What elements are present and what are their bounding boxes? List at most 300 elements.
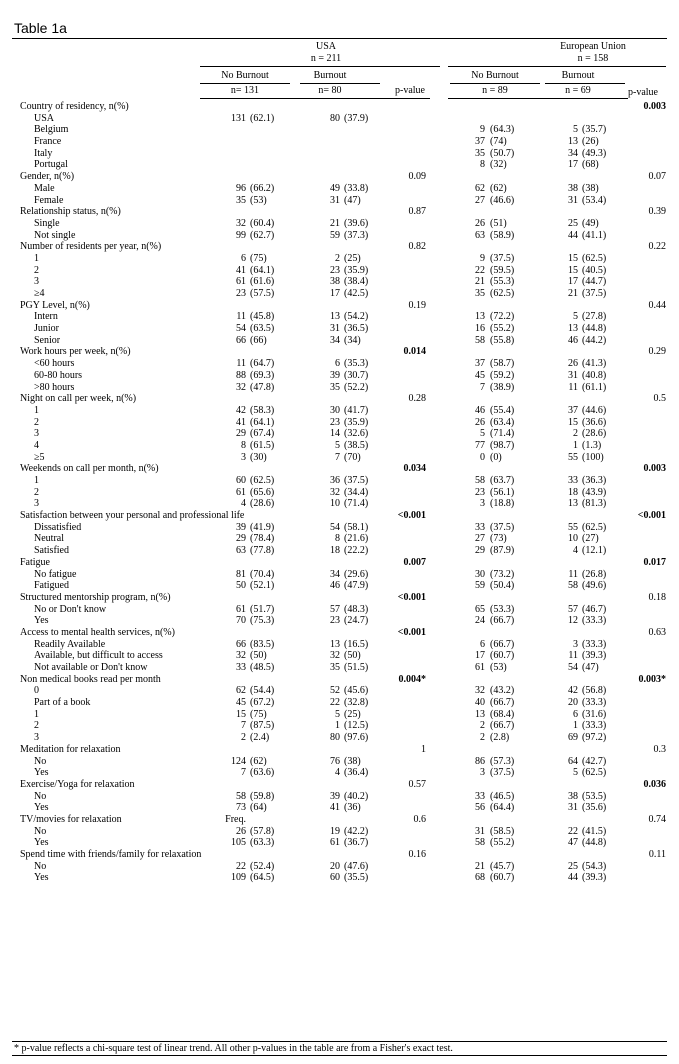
eu-burnout-count: 11: [568, 568, 578, 580]
row-label: 60-80 hours: [34, 369, 83, 381]
row-label: 0: [34, 685, 39, 697]
eu-burnout-count: 31: [568, 194, 578, 206]
usa-group-header: USA: [315, 41, 336, 52]
eu-no-burnout-count: 58: [475, 475, 485, 486]
usa-burnout-count: 5: [335, 439, 340, 451]
eu-burnout-count: 37: [568, 404, 578, 416]
row-label: 2: [34, 486, 39, 498]
usa-no-burnout-percent: (66.2): [250, 182, 275, 194]
table-row: [0, 124, 679, 136]
usa-burnout-count: 10: [330, 498, 340, 510]
usa-burnout-count: 2: [335, 252, 340, 264]
usa-burnout-percent: (37.9): [344, 112, 369, 124]
usa-burnout-count: 36: [330, 475, 340, 486]
eu-burnout-percent: (26.8): [582, 568, 607, 580]
usa-no-burnout-percent: (66): [250, 334, 267, 346]
eu-burnout-percent: (97.2): [582, 732, 607, 744]
eu-no-burnout-percent: (37.5): [490, 767, 515, 779]
usa-no-burnout-count: 32: [236, 217, 246, 229]
eu-no-burnout-percent: (64.3): [490, 124, 515, 136]
eu-no-burnout-percent: (72.2): [490, 311, 515, 323]
usa-pvalue: 0.004*: [398, 673, 426, 685]
table-row: [0, 311, 679, 323]
eu-no-burnout-percent: (66.7): [490, 720, 515, 732]
usa-burnout-percent: (58.1): [344, 521, 369, 533]
eu-burnout-percent: (68): [582, 159, 599, 171]
usa-no-burnout-count: 60: [236, 475, 246, 486]
eu-burnout-percent: (44.6): [582, 404, 607, 416]
usa-burnout-count: 23: [330, 615, 340, 627]
usa-no-burnout-percent: (57.5): [250, 288, 275, 299]
table-section-row: [0, 779, 679, 791]
eu-pvalue-header: p-value: [628, 87, 658, 98]
table-row: [0, 136, 679, 148]
usa-no-burnout-percent: (2.4): [250, 732, 270, 744]
table-row: [0, 580, 679, 592]
usa-no-burnout-count: 23: [236, 288, 246, 299]
usa-pvalue: 0.007: [403, 556, 426, 568]
usa-no-burnout-count: 39: [236, 521, 246, 533]
eu-no-burnout-count: 9: [480, 124, 485, 136]
eu-no-burnout-count: 2: [480, 732, 485, 744]
eu-no-burnout-percent: (0): [490, 451, 502, 463]
table-row: [0, 253, 679, 265]
usa-burnout-percent: (47.9): [344, 580, 369, 592]
usa-burnout-header: Burnout: [313, 70, 347, 81]
eu-burnout-percent: (49): [582, 217, 599, 229]
usa-no-burnout-percent: (51.7): [250, 603, 275, 615]
table-row: [0, 323, 679, 335]
eu-no-burnout-count: 37: [475, 358, 485, 370]
eu-burnout-percent: (26): [582, 136, 599, 148]
usa-no-burnout-percent: (47.8): [250, 381, 275, 393]
eu-burnout-count: 1: [573, 720, 578, 732]
eu-burnout-count: 20: [568, 697, 578, 709]
eu-no-burnout-count: 58: [475, 334, 485, 346]
usa-pvalue-header: p-value: [395, 85, 425, 96]
eu-burnout-count: 6: [573, 708, 578, 720]
eu-no-burnout-count: 65: [475, 603, 485, 615]
usa-burnout-percent: (38.4): [344, 276, 369, 288]
eu-no-burnout-count: 13: [475, 311, 485, 323]
usa-burnout-count: 6: [335, 358, 340, 370]
table-row: [0, 265, 679, 277]
usa-burnout-percent: (42.2): [344, 825, 369, 837]
eu-burnout-percent: (28.6): [582, 428, 607, 440]
usa-burnout-count: 23: [330, 416, 340, 428]
eu-no-burnout-percent: (50.4): [490, 580, 515, 592]
eu-no-burnout-count: 16: [475, 323, 485, 335]
usa-burnout-percent: (41.7): [344, 404, 369, 416]
row-label: Yes: [34, 767, 49, 779]
table-row: [0, 358, 679, 370]
section-label: Structured mentorship program, n(%): [20, 591, 171, 603]
eu-no-burnout-count: 61: [475, 662, 485, 673]
table-row: [0, 113, 679, 125]
eu-no-burnout-percent: (74): [490, 136, 507, 148]
usa-burnout-percent: (35.9): [344, 264, 369, 276]
eu-burnout-count: 11: [568, 650, 578, 662]
eu-group-rule: [448, 66, 666, 67]
usa-no-burnout-percent: (75): [250, 252, 267, 264]
eu-no-burnout-percent: (58.5): [490, 825, 515, 837]
usa-burnout-count: 34: [330, 568, 340, 580]
eu-burnout-count: 5: [573, 767, 578, 779]
table-row: [0, 697, 679, 709]
eu-no-burnout-count: 31: [475, 825, 485, 837]
eu-pvalue: 0.11: [648, 849, 666, 860]
usa-pvalue: 0.034: [403, 463, 426, 475]
usa-burnout-percent: (48.3): [344, 603, 369, 615]
usa-burnout-percent: (16.5): [344, 638, 369, 650]
usa-no-burnout-percent: (65.6): [250, 486, 275, 498]
row-label: Readily Available: [34, 638, 106, 650]
usa-group-rule: [200, 66, 440, 67]
usa-burnout-count: 32: [330, 486, 340, 498]
table-row: [0, 183, 679, 195]
eu-no-burnout-count: 37: [475, 136, 485, 148]
usa-no-burnout-count: 70: [236, 615, 246, 627]
usa-burnout-percent: (36.5): [344, 323, 369, 335]
eu-burnout-percent: (39.3): [582, 872, 607, 884]
usa-burnout-count: 54: [330, 521, 340, 533]
eu-burnout-percent: (53.5): [582, 790, 607, 802]
eu-pvalue: 0.18: [648, 591, 666, 603]
eu-no-burnout-percent: (18.8): [490, 498, 515, 510]
usa-pvalue: 1: [421, 743, 426, 755]
eu-pvalue: 0.39: [648, 206, 666, 218]
usa-pvalue: <0.001: [397, 510, 426, 522]
eu-burnout-count: 31: [568, 802, 578, 814]
usa-no-burnout-percent: (78.4): [250, 533, 275, 545]
table-section-row: [0, 814, 679, 826]
section-label: Gender, n(%): [20, 171, 75, 183]
usa-burnout-count: 39: [330, 369, 340, 381]
usa-no-burnout-count: 58: [236, 790, 246, 802]
usa-no-burnout-count: 7: [241, 767, 246, 779]
section-label: Weekends on call per month, n(%): [20, 463, 159, 475]
eu-burnout-percent: (61.1): [582, 381, 607, 393]
eu-burnout-count: 22: [568, 825, 578, 837]
eu-no-burnout-percent: (66.7): [490, 615, 515, 627]
usa-no-burnout-count: 11: [236, 311, 246, 323]
table-section-row: [0, 463, 679, 475]
table-body: [0, 101, 679, 884]
eu-no-burnout-percent: (37.5): [490, 521, 515, 533]
section-label: Night on call per week, n(%): [20, 393, 137, 405]
table-row: [0, 288, 679, 300]
row-label: Belgium: [34, 124, 69, 136]
eu-no-burnout-percent: (64.4): [490, 802, 515, 814]
eu-burnout-percent: (41.3): [582, 358, 607, 370]
eu-burnout-percent: (38): [582, 182, 599, 194]
eu-burnout-percent: (46.7): [582, 603, 607, 615]
eu-no-burnout-count: 62: [475, 182, 485, 194]
row-label: ≥5: [34, 451, 45, 463]
table-row: [0, 159, 679, 171]
table-section-row: [0, 300, 679, 312]
eu-burnout-count: 44: [568, 229, 578, 241]
section-label: Relationship status, n(%): [20, 206, 121, 218]
usa-no-burnout-percent: (63.6): [250, 767, 275, 779]
section-label: Exercise/Yoga for relaxation: [20, 778, 135, 790]
eu-pvalue: 0.22: [648, 241, 666, 253]
usa-burnout-count: 31: [330, 194, 340, 206]
usa-no-burnout-count: 4: [241, 498, 246, 510]
usa-burnout-percent: (38): [344, 755, 361, 767]
table-row: [0, 802, 679, 814]
usa-no-burnout-percent: (28.6): [250, 498, 275, 510]
eu-pvalue: 0.003: [643, 101, 666, 112]
section-label: Non medical books read per month: [20, 673, 161, 685]
eu-no-burnout-header: No Burnout: [471, 70, 519, 81]
eu-burnout-percent: (27.8): [582, 311, 607, 323]
eu-burnout-percent: (33.3): [582, 697, 607, 709]
eu-no-burnout-count: 6: [480, 638, 485, 650]
usa-no-burnout-count: 62: [236, 685, 246, 697]
eu-no-burnout-percent: (73.2): [490, 568, 515, 580]
usa-no-burnout-count: 124: [231, 755, 246, 767]
eu-no-burnout-percent: (53.3): [490, 603, 515, 615]
table-section-row: [0, 592, 679, 604]
table-row: [0, 545, 679, 557]
usa-pvalue: 0.014: [403, 346, 426, 358]
usa-no-burnout-count: 61: [236, 603, 246, 615]
eu-burnout-count: 11: [568, 381, 578, 393]
eu-burnout-count: 4: [573, 545, 578, 557]
eu-no-burnout-percent: (66.7): [490, 697, 515, 709]
usa-burnout-percent: (35.9): [344, 416, 369, 428]
table-section-row: [0, 849, 679, 861]
eu-no-burnout-count: 35: [475, 147, 485, 159]
eu-no-burnout-count: 23: [475, 486, 485, 498]
eu-burnout-percent: (1.3): [582, 439, 602, 451]
eu-no-burnout-count: 26: [475, 416, 485, 428]
usa-no-burnout-percent: (64.7): [250, 358, 275, 370]
usa-burnout-percent: (36.7): [344, 837, 369, 849]
table-section-row: [0, 171, 679, 183]
table-section-row: [0, 346, 679, 358]
eu-burnout-percent: (40.8): [582, 369, 607, 381]
eu-no-burnout-percent: (46.5): [490, 790, 515, 802]
usa-burnout-percent: (29.6): [344, 568, 369, 580]
usa-burnout-percent: (51.5): [344, 662, 369, 673]
usa-burnout-count: 76: [330, 755, 340, 767]
footnote-rule: [12, 1055, 667, 1056]
row-label: Italy: [34, 147, 53, 159]
usa-no-burnout-count: 96: [236, 182, 246, 194]
eu-burnout-count: 44: [568, 872, 578, 884]
usa-no-burnout-percent: (64): [250, 802, 267, 814]
usa-pvalue: 0.57: [408, 778, 426, 790]
row-label: No: [34, 860, 47, 872]
usa-no-burnout-percent: (63.5): [250, 323, 275, 335]
table-row: [0, 767, 679, 779]
row-label: Dissatisfied: [34, 521, 82, 533]
usa-burnout-percent: (70): [344, 451, 361, 463]
eu-no-burnout-percent: (55.3): [490, 276, 515, 288]
usa-burnout-percent: (42.5): [344, 288, 369, 299]
eu-burnout-percent: (44.2): [582, 334, 607, 346]
usa-no-burnout-percent: (30): [250, 451, 267, 463]
eu-pvalue: 0.003*: [638, 673, 666, 685]
table-row: [0, 417, 679, 429]
row-label: Female: [34, 194, 64, 206]
eu-burnout-percent: (33.3): [582, 638, 607, 650]
usa-no-burnout-count: 32: [236, 381, 246, 393]
usa-burnout-count: 80: [330, 732, 340, 744]
eu-no-burnout-count: 29: [475, 545, 485, 557]
usa-burnout-count: 22: [330, 697, 340, 709]
eu-no-burnout-count: 3: [480, 498, 485, 510]
usa-no-burnout-count: 45: [236, 697, 246, 709]
eu-no-burnout-percent: (56.1): [490, 486, 515, 498]
eu-no-burnout-percent: (60.7): [490, 650, 515, 662]
usa-no-burnout-count: 66: [236, 638, 246, 650]
eu-no-burnout-percent: (71.4): [490, 428, 515, 440]
usa-burnout-count: 57: [330, 603, 340, 615]
section-label: Fatigue: [20, 556, 50, 568]
eu-no-burnout-percent: (46.6): [490, 194, 515, 206]
eu-burnout-count: 15: [568, 416, 578, 428]
eu-burnout-count: 17: [568, 159, 578, 171]
eu-nb-rule: [450, 83, 540, 84]
usa-pvalue: 0.6: [413, 813, 426, 825]
eu-burnout-count: 34: [568, 147, 578, 159]
usa-burnout-count: 8: [335, 533, 340, 545]
usa-no-burnout-count: 15: [236, 708, 246, 720]
usa-no-burnout-header: No Burnout: [221, 70, 269, 81]
table-row: [0, 148, 679, 160]
usa-burnout-count: 38: [330, 276, 340, 288]
usa-no-burnout-count: 8: [241, 439, 246, 451]
usa-burnout-percent: (24.7): [344, 615, 369, 627]
eu-no-burnout-percent: (58.9): [490, 229, 515, 241]
usa-burnout-percent: (34.4): [344, 486, 369, 498]
eu-burnout-count: 42: [568, 685, 578, 697]
table-row: [0, 709, 679, 721]
table-section-row: [0, 241, 679, 253]
eu-pvalue: 0.003: [643, 463, 666, 475]
table-section-row: [0, 627, 679, 639]
eu-burnout-percent: (36.6): [582, 416, 607, 428]
usa-burnout-percent: (33.8): [344, 182, 369, 194]
usa-no-burnout-percent: (67.2): [250, 697, 275, 709]
section-label: TV/movies for relaxation: [20, 813, 122, 825]
row-label: Junior: [34, 323, 59, 335]
usa-no-burnout-count: 99: [236, 229, 246, 241]
usa-burnout-count: 61: [330, 837, 340, 849]
eu-burnout-count: 15: [568, 264, 578, 276]
eu-no-burnout-count: 45: [475, 369, 485, 381]
usa-no-burnout-percent: (41.9): [250, 521, 275, 533]
eu-burnout-count: 13: [568, 323, 578, 335]
eu-no-burnout-percent: (51): [490, 217, 507, 229]
table-row: [0, 872, 679, 884]
row-label: Single: [34, 217, 60, 229]
section-label: Meditation for relaxation: [20, 743, 121, 755]
eu-burnout-percent: (40.5): [582, 264, 607, 276]
eu-no-burnout-count: 17: [475, 650, 485, 662]
usa-burnout-percent: (25): [344, 252, 361, 264]
usa-burnout-percent: (21.6): [344, 533, 369, 545]
eu-burnout-percent: (49.6): [582, 580, 607, 592]
eu-no-burnout-count: 22: [475, 264, 485, 276]
row-label: Neutral: [34, 533, 64, 545]
eu-no-burnout-percent: (59.5): [490, 264, 515, 276]
eu-burnout-count: 15: [568, 252, 578, 264]
usa-burnout-percent: (32.6): [344, 428, 369, 440]
eu-no-burnout-count: 32: [475, 685, 485, 697]
usa-burnout-count: 23: [330, 264, 340, 276]
table-row: [0, 475, 679, 487]
eu-no-burnout-percent: (58.7): [490, 358, 515, 370]
usa-no-burnout-count: 61: [236, 276, 246, 288]
usa-no-burnout-count: 109: [231, 872, 246, 884]
table-row: [0, 195, 679, 207]
eu-no-burnout-count: 33: [475, 521, 485, 533]
usa-no-burnout-percent: (63.3): [250, 837, 275, 849]
row-label: Yes: [34, 837, 49, 849]
eu-no-burnout-percent: (50.7): [490, 147, 515, 159]
eu-no-burnout-count: 35: [475, 288, 485, 299]
usa-no-burnout-percent: (77.8): [250, 545, 275, 557]
usa-burnout-percent: (32.8): [344, 697, 369, 709]
section-label: Number of residents per year, n(%): [20, 241, 162, 253]
usa-burnout-count: 7: [335, 451, 340, 463]
row-label: 1: [34, 475, 39, 486]
table-row: [0, 428, 679, 440]
eu-no-burnout-count: 13: [475, 708, 485, 720]
row-label: Yes: [34, 802, 49, 814]
usa-burnout-count: 30: [330, 404, 340, 416]
usa-no-burnout-percent: (62): [250, 755, 267, 767]
usa-no-burnout-count: 29: [236, 533, 246, 545]
row-label: USA: [34, 112, 55, 124]
usa-no-burnout-count: 54: [236, 323, 246, 335]
usa-burnout-count: 21: [330, 217, 340, 229]
eu-pvalue: 0.5: [653, 393, 666, 405]
eu-pvalue: 0.29: [648, 346, 666, 358]
eu-burnout-count: 31: [568, 369, 578, 381]
eu-burnout-count: 25: [568, 217, 578, 229]
usa-no-burnout-percent: (87.5): [250, 720, 275, 732]
eu-pvalue: 0.07: [648, 171, 666, 183]
table-section-row: [0, 510, 679, 522]
eu-burnout-percent: (36.3): [582, 475, 607, 486]
usa-no-burnout-percent: (58.3): [250, 404, 275, 416]
eu-burnout-percent: (35.7): [582, 124, 607, 136]
usa-no-burnout-percent: (52.4): [250, 860, 275, 872]
eu-burnout-count: 10: [568, 533, 578, 545]
eu-no-burnout-count: 58: [475, 837, 485, 849]
usa-no-burnout-count: 32: [236, 650, 246, 662]
eu-no-burnout-percent: (62.5): [490, 288, 515, 299]
eu-burnout-percent: (33.3): [582, 615, 607, 627]
usa-no-burnout-percent: (59.8): [250, 790, 275, 802]
table-row: [0, 522, 679, 534]
eu-pvalue: <0.001: [637, 510, 666, 522]
eu-burnout-percent: (54.3): [582, 860, 607, 872]
eu-no-burnout-n: n = 89: [482, 85, 508, 96]
table-row: [0, 405, 679, 417]
table-row: [0, 826, 679, 838]
row-label: Portugal: [34, 159, 68, 171]
eu-no-burnout-count: 86: [475, 755, 485, 767]
eu-burnout-percent: (37.5): [582, 288, 607, 299]
usa-burnout-count: 31: [330, 323, 340, 335]
eu-burnout-count: 26: [568, 358, 578, 370]
